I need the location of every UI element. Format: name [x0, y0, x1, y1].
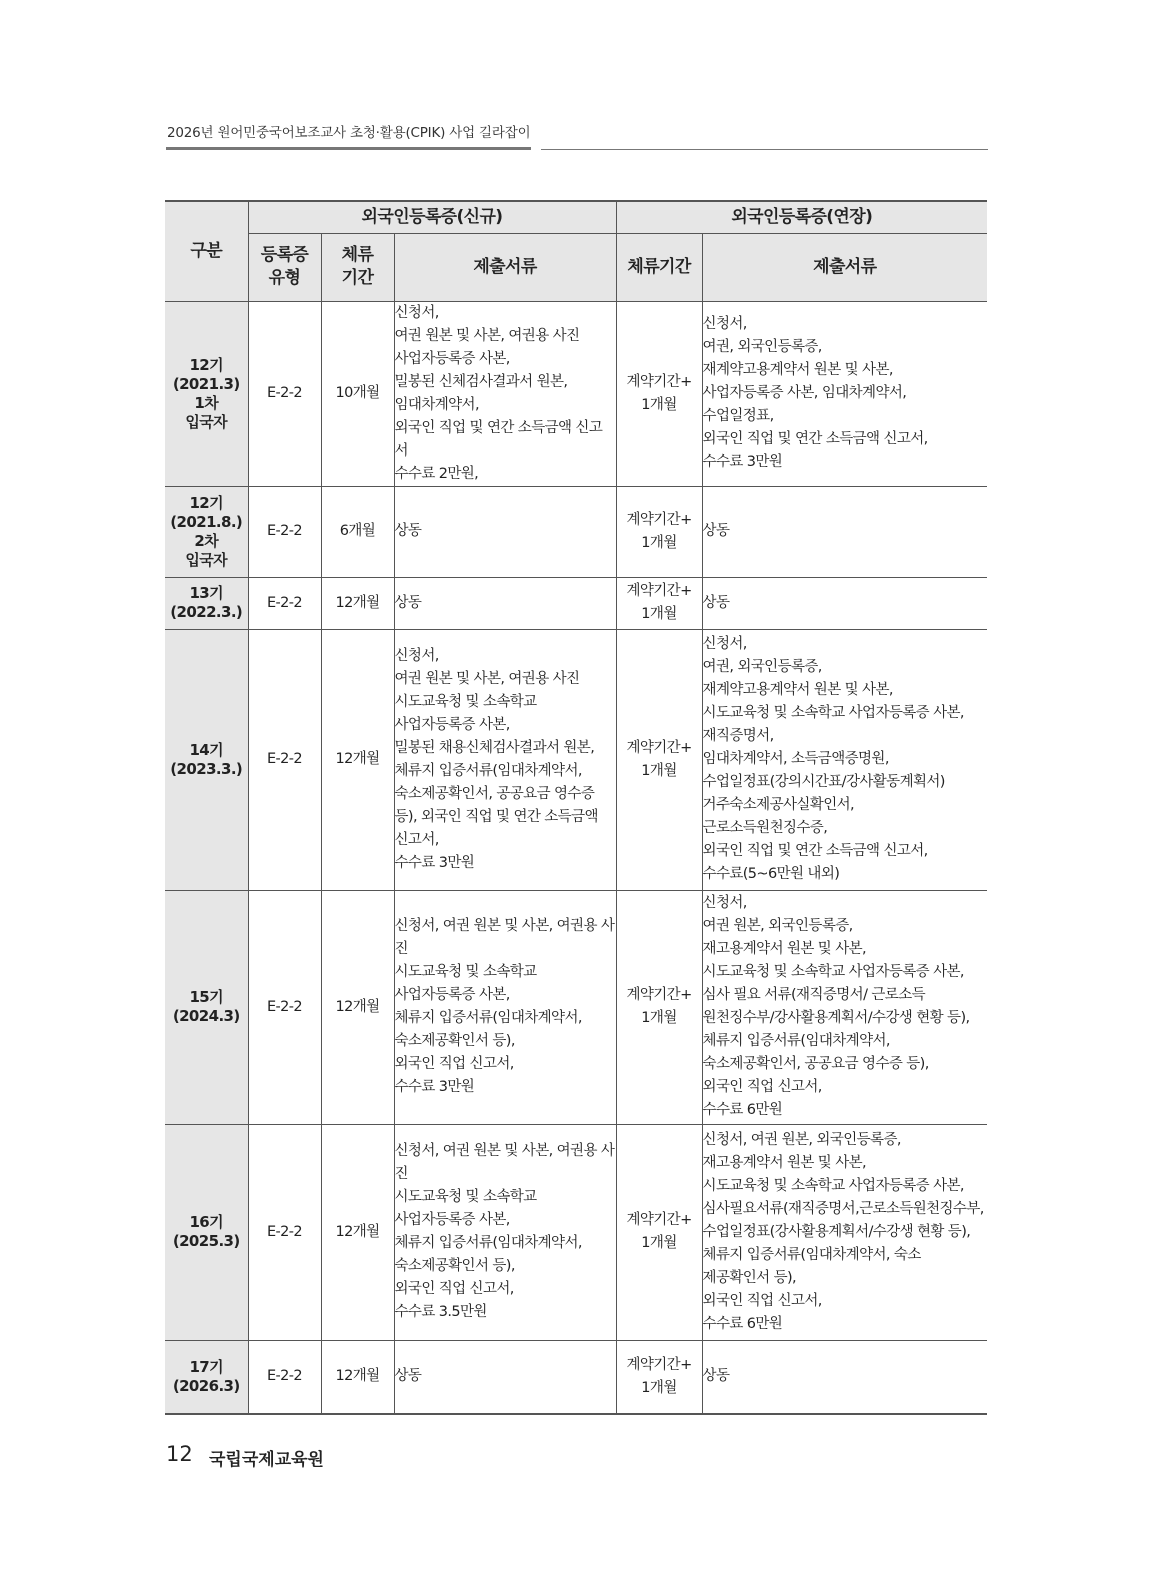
stay-period: 10개월 [321, 301, 394, 486]
ext-documents: 신청서, 여권, 외국인등록증, 재계약고용계약서 원본 및 사본, 사업자등록증 사본, 임대차계약서, 수업일정표, 외국인 직업 및 연간 소득금액 신고서, 수수료 3만원 [702, 301, 987, 486]
header-ext-documents: 제출서류 [702, 233, 987, 301]
ext-stay-period: 계약기간+ 1개월 [616, 1124, 702, 1340]
stay-period: 12개월 [321, 890, 394, 1124]
ext-stay-period: 계약기간+ 1개월 [616, 577, 702, 629]
header-registration-type: 등록증 유형 [248, 233, 321, 301]
ext-documents: 신청서, 여권 원본, 외국인등록증, 재고용계약서 원본 및 사본, 시도교육청 및 소속학교 사업자등록증 사본, 심사필요서류(재직증명서,근로소득원천징수부, 수업일정표(강사활용계획서/수강생 현황 등), 체류지 입증서류(임대차계약서, 숙소 제공확인서 등), 외국인 직업 신고서, 수수료 6만원 [702, 1124, 987, 1340]
running-header: 2026년 원어민중국어보조교사 초청·활용(CPIK) 사업 길라잡이 [167, 125, 531, 141]
ext-documents: 신청서, 여권, 외국인등록증, 재계약고용계약서 원본 및 사본, 시도교육청 및 소속학교 사업자등록증 사본, 재직증명서, 임대차계약서, 소득금액증명원, 수업일정표(강의시간표/강사활동계획서) 거주숙소제공사실확인서, 근로소득원천징수증, 외국인 직업 및 연간 소득금액 신고서, 수수료(5~6만원 내외) [702, 629, 987, 890]
registration-type: E-2-2 [248, 1124, 321, 1340]
stay-period: 12개월 [321, 577, 394, 629]
ext-documents: 신청서, 여권 원본, 외국인등록증, 재고용계약서 원본 및 사본, 시도교육청 및 소속학교 사업자등록증 사본, 심사 필요 서류(재직증명서/ 근로소득 원천징수부/강사활용계획서/수강생 현황 등), 체류지 입증서류(임대차계약서, 숙소제공확인서, 공공요금 영수증 등), 외국인 직업 신고서, 수수료 6만원 [702, 890, 987, 1124]
stay-period: 12개월 [321, 1340, 394, 1414]
table-row [165, 1124, 987, 1340]
table-row [165, 890, 987, 1124]
ext-stay-period: 계약기간+ 1개월 [616, 890, 702, 1124]
new-documents: 신청서, 여권 원본 및 사본, 여권용 사진 시도교육청 및 소속학교 사업자등록증 사본, 체류지 입증서류(임대차계약서, 숙소제공확인서 등), 외국인 직업 신고서, 수수료 3.5만원 [394, 1124, 616, 1340]
table-row [165, 301, 987, 486]
header-new-registration: 외국인등록증(신규) [248, 201, 616, 233]
visa-documents-table [165, 200, 987, 1415]
ext-stay-period: 계약기간+ 1개월 [616, 486, 702, 577]
stay-period: 12개월 [321, 629, 394, 890]
new-documents: 신청서, 여권 원본 및 사본, 여권용 사진 시도교육청 및 소속학교 사업자등록증 사본, 체류지 입증서류(임대차계약서, 숙소제공확인서 등), 외국인 직업 신고서, 수수료 3만원 [394, 890, 616, 1124]
header-stay-period: 체류 기간 [321, 233, 394, 301]
new-documents: 상동 [394, 577, 616, 629]
row-category: 13기 (2022.3.) [165, 577, 248, 629]
row-category: 12기 (2021.3) 1차 입국자 [165, 301, 248, 486]
row-category: 14기 (2023.3.) [165, 629, 248, 890]
header-rule-dark [166, 147, 531, 150]
row-category: 17기 (2026.3) [165, 1340, 248, 1414]
table-row [165, 1340, 987, 1414]
registration-type: E-2-2 [248, 890, 321, 1124]
header-documents: 제출서류 [394, 233, 616, 301]
new-documents: 신청서, 여권 원본 및 사본, 여권용 사진 시도교육청 및 소속학교 사업자등록증 사본, 밀봉된 채용신체검사결과서 원본, 체류지 입증서류(임대차계약서, 숙소제공확인서, 공공요금 영수증 등), 외국인 직업 및 연간 소득금액 신고서, 수수료 3만원 [394, 629, 616, 890]
row-category: 15기 (2024.3) [165, 890, 248, 1124]
new-documents: 상동 [394, 486, 616, 577]
table-row [165, 577, 987, 629]
ext-stay-period: 계약기간+ 1개월 [616, 629, 702, 890]
registration-type: E-2-2 [248, 301, 321, 486]
header-rule-light [541, 149, 988, 150]
ext-stay-period: 계약기간+ 1개월 [616, 301, 702, 486]
ext-documents: 상동 [702, 486, 987, 577]
ext-stay-period: 계약기간+ 1개월 [616, 1340, 702, 1414]
registration-type: E-2-2 [248, 577, 321, 629]
header-extension: 외국인등록증(연장) [616, 201, 987, 233]
registration-type: E-2-2 [248, 1340, 321, 1414]
new-documents: 상동 [394, 1340, 616, 1414]
table-row [165, 486, 987, 577]
header-category: 구분 [165, 201, 248, 301]
row-category: 12기 (2021.8.) 2차 입국자 [165, 486, 248, 577]
row-category: 16기 (2025.3) [165, 1124, 248, 1340]
header-ext-stay-period: 체류기간 [616, 233, 702, 301]
stay-period: 6개월 [321, 486, 394, 577]
new-documents: 신청서, 여권 원본 및 사본, 여권용 사진 사업자등록증 사본, 밀봉된 신체검사결과서 원본, 임대차계약서, 외국인 직업 및 연간 소득금액 신고서 수수료 2만원, [394, 301, 616, 486]
registration-type: E-2-2 [248, 629, 321, 890]
ext-documents: 상동 [702, 577, 987, 629]
table-row [165, 629, 987, 890]
publisher-name: 국립국제교육원 [209, 1450, 324, 1470]
page-number: 12 [166, 1442, 193, 1466]
ext-documents: 상동 [702, 1340, 987, 1414]
stay-period: 12개월 [321, 1124, 394, 1340]
registration-type: E-2-2 [248, 486, 321, 577]
